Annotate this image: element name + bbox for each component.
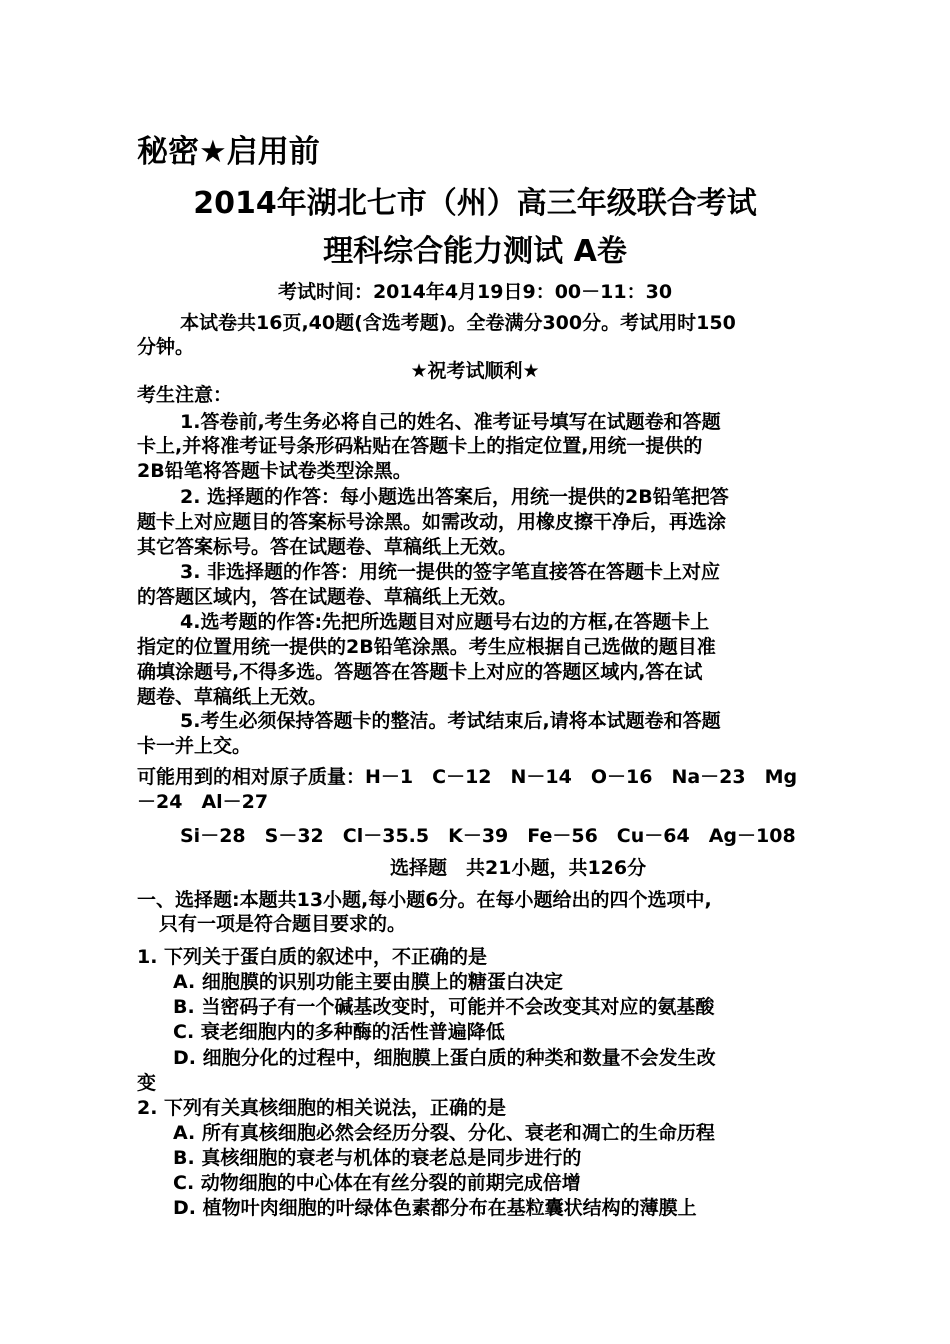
notice-line: 指定的位置用统一提供的2B铅笔涂黑。考生应根据自己选做的题目准: [137, 636, 716, 658]
question-option: C. 衰老细胞内的多种酶的活性普遍降低: [173, 1021, 505, 1043]
notice-line: 题卷、草稿纸上无效。: [137, 686, 328, 708]
notice-line: 1.答卷前,考生务必将自己的姓名、准考证号填写在试题卷和答题: [180, 411, 721, 433]
notice-line: 其它答案标号。答在试题卷、草稿纸上无效。: [137, 536, 518, 558]
question-option-wrap: 变: [137, 1072, 157, 1094]
exam-title: 2014年湖北七市（州）高三年级联合考试: [193, 186, 757, 221]
atomic-mass-line: －24 Al－27: [137, 791, 269, 813]
atomic-mass-line: 可能用到的相对原子质量：H－1 C－12 N－14 O－16 Na－23 Mg: [137, 766, 798, 788]
question-option: D. 植物叶肉细胞的叶绿体色素都分布在基粒囊状结构的薄膜上: [173, 1197, 697, 1219]
atomic-mass-line: Si－28 S－32 Cl－35.5 K－39 Fe－56 Cu－64 Ag－108: [180, 825, 796, 847]
notice-line: 2B铅笔将答题卡试卷类型涂黑。: [137, 460, 412, 482]
intro-line-2: 分钟。: [137, 336, 195, 358]
notice-line: 3. 非选择题的作答：用统一提供的签字笔直接答在答题卡上对应: [180, 561, 721, 583]
notice-line: 的答题区域内，答在试题卷、草稿纸上无效。: [137, 586, 518, 608]
notice-line: 确填涂题号,不得多选。答题答在答题卡上对应的答题区域内,答在试: [137, 661, 703, 683]
exam-subtitle: 理科综合能力测试 A卷: [323, 234, 627, 269]
part-instruction: 只有一项是符合题目要求的。: [159, 913, 407, 935]
question-option: B. 真核细胞的衰老与机体的衰老总是同步进行的: [173, 1147, 582, 1169]
section-title: 选择题 共21小题，共126分: [390, 857, 647, 879]
good-luck-banner: ★祝考试顺利★: [410, 360, 540, 382]
exam-time: 考试时间：2014年4月19日9：00－11：30: [277, 281, 673, 303]
notice-line: 4.选考题的作答:先把所选题目对应题号右边的方框,在答题卡上: [180, 611, 710, 633]
question-option: B. 当密码子有一个碱基改变时，可能并不会改变其对应的氨基酸: [173, 996, 715, 1018]
confidential-label: 秘密★启用前: [137, 134, 320, 170]
notice-line: 卡上,并将准考证号条形码粘贴在答题卡上的指定位置,用统一提供的: [137, 435, 703, 457]
question-option: A. 细胞膜的识别功能主要由膜上的糖蛋白决定: [173, 971, 563, 993]
question-option: A. 所有真核细胞必然会经历分裂、分化、衰老和凋亡的生命历程: [173, 1122, 715, 1144]
question-stem: 2. 下列有关真核细胞的相关说法，正确的是: [137, 1097, 507, 1119]
notice-line: 卡一并上交。: [137, 735, 252, 757]
notice-line: 题卡上对应题目的答案标号涂黑。如需改动，用橡皮擦干净后，再选涂: [137, 511, 727, 533]
intro-line-1: 本试卷共16页,40题(含选考题)。全卷满分300分。考试用时150: [180, 312, 736, 334]
question-option: C. 动物细胞的中心体在有丝分裂的前期完成倍增: [173, 1172, 581, 1194]
question-option: D. 细胞分化的过程中，细胞膜上蛋白质的种类和数量不会发生改: [173, 1047, 716, 1069]
part-instruction: 一、选择题:本题共13小题,每小题6分。在每小题给出的四个选项中,: [137, 889, 712, 911]
notice-heading: 考生注意：: [137, 384, 233, 406]
notice-line: 5.考生必须保持答题卡的整洁。考试结束后,请将本试题卷和答题: [180, 710, 721, 732]
question-stem: 1. 下列关于蛋白质的叙述中，不正确的是: [137, 946, 488, 968]
notice-line: 2. 选择题的作答：每小题选出答案后，用统一提供的2B铅笔把答: [180, 486, 729, 508]
